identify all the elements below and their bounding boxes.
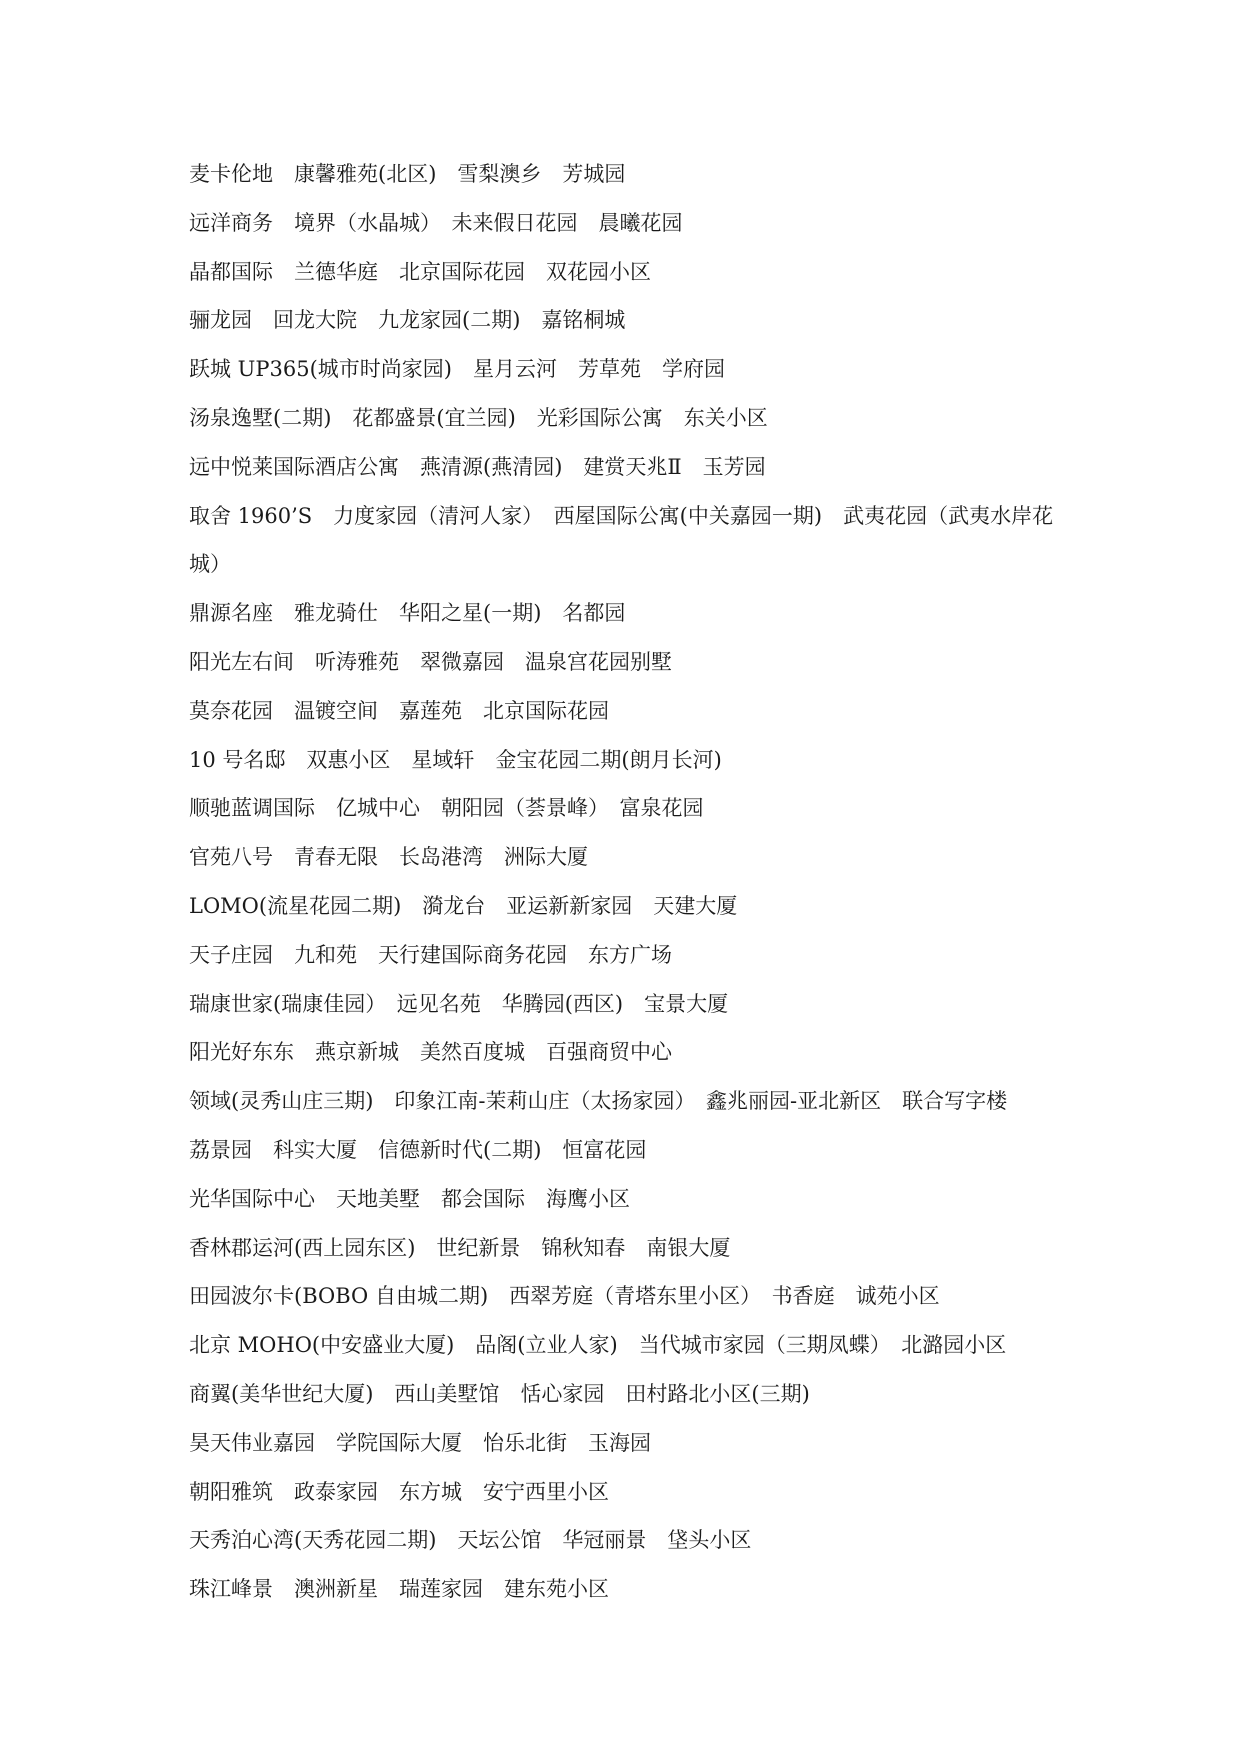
document-body (189, 150, 1069, 1614)
text-line: 麦卡伦地 康馨雅苑(北区) 雪梨澳乡 芳城园 (189, 162, 626, 186)
text-line: 阳光左右间 听涛雅苑 翠微嘉园 温泉宫花园别墅 (189, 649, 672, 674)
text-line: 光华国际中心 天地美墅 都会国际 海鹰小区 (189, 1186, 630, 1211)
text-line: 北京 MOHO(中安盛业大厦) 品阁(立业人家) 当代城市家园（三期凤蝶） 北潞园小区 (189, 1333, 1007, 1358)
text-line: 官苑八号 青春无限 长岛港湾 洲际大厦 (189, 845, 588, 870)
text-line: 顺驰蓝调国际 亿城中心 朝阳园（荟景峰） 富泉花园 (189, 796, 704, 821)
text-line: 跃城 UP365(城市时尚家园) 星月云河 芳草苑 学府园 (189, 357, 725, 382)
text-line: 朝阳雅筑 政泰家园 东方城 安宁西里小区 (189, 1479, 609, 1504)
text-line: 昊天伟业嘉园 学院国际大厦 怡乐北街 玉海园 (189, 1430, 651, 1455)
text-line: 瑞康世家(瑞康佳园） 远见名苑 华腾园(西区) 宝景大厦 (189, 991, 729, 1016)
text-line: 莫奈花园 温镀空间 嘉莲苑 北京国际花园 (189, 698, 609, 723)
text-line: 天秀泊心湾(天秀花园二期) 天坛公馆 华冠丽景 垡头小区 (189, 1528, 752, 1553)
text-line: 香林郡运河(西上园东区) 世纪新景 锦秋知春 南银大厦 (189, 1235, 731, 1260)
text-line: 骊龙园 回龙大院 九龙家园(二期) 嘉铭桐城 (189, 308, 626, 333)
text-line: 阳光好东东 燕京新城 美然百度城 百强商贸中心 (189, 1040, 672, 1065)
text-line: LOMO(流星花园二期) 漪龙台 亚运新新家园 天建大厦 (189, 893, 738, 918)
text-line: 远洋商务 境界（水晶城） 未来假日花园 晨曦花园 (189, 210, 683, 235)
text-line: 远中悦莱国际酒店公寓 燕清源(燕清园) 建赏天兆Ⅱ 玉芳园 (189, 454, 766, 479)
text-line: 田园波尔卡(BOBO 自由城二期) 西翠芳庭（青塔东里小区） 书香庭 诚苑小区 (189, 1284, 940, 1309)
text-line: 珠江峰景 澳洲新星 瑞莲家园 建东苑小区 (189, 1577, 609, 1602)
text-line: 鼎源名座 雅龙骑仕 华阳之星(一期) 名都园 (189, 601, 626, 626)
text-line: 领域(灵秀山庄三期) 印象江南-茉莉山庄（太扬家园） 鑫兆丽园-亚北新区 联合写字楼 (189, 1089, 1008, 1114)
text-line: 晶都国际 兰德华庭 北京国际花园 双花园小区 (189, 259, 651, 284)
text-line: 取舍 1960’S 力度家园（清河人家） 西屋国际公寓(中关嘉园一期) 武夷花园（武夷水岸花城） (189, 503, 1054, 577)
text-line: 商翼(美华世纪大厦) 西山美墅馆 恬心家园 田村路北小区(三期) (189, 1381, 810, 1406)
text-line: 汤泉逸墅(二期) 花都盛景(宜兰园) 光彩国际公寓 东关小区 (189, 405, 768, 430)
text-line: 天子庄园 九和苑 天行建国际商务花园 东方广场 (189, 942, 672, 967)
text-line: 10 号名邸 双惠小区 星域轩 金宝花园二期(朗月长河) (189, 747, 722, 772)
text-line: 荔景园 科实大厦 信德新时代(二期) 恒富花园 (189, 1137, 647, 1162)
